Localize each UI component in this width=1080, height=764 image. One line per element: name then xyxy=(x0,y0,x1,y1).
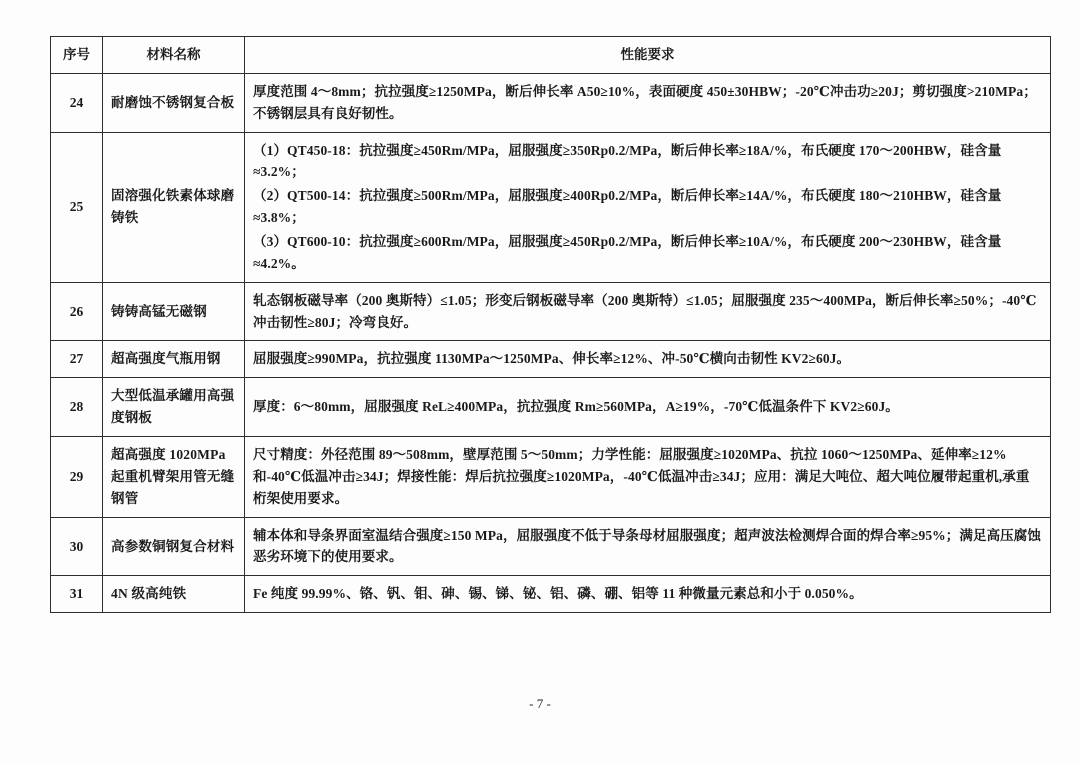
table-row xyxy=(51,341,1051,378)
requirement-line: （2）QT500-14：抗拉强度≥500Rm/MPa，屈服强度≥400Rp0.2/MPa，断后伸长率≥14A/%，布氏硬度 180～210HBW，硅含量≈3.8%； xyxy=(253,188,1002,226)
row-number: 28 xyxy=(51,378,103,437)
performance-requirements xyxy=(245,517,1051,576)
requirement-line: Fe 纯度 99.99%、铬、钒、钼、砷、锡、锑、铋、铝、磷、硼、铝等 11 种微量元素总和小于 0.050%。 xyxy=(253,586,863,602)
row-number: 26 xyxy=(51,282,103,341)
performance-requirements xyxy=(245,378,1051,437)
performance-requirements xyxy=(245,282,1051,341)
requirement-line: （1）QT450-18：抗拉强度≥450Rm/MPa，屈服强度≥350Rp0.2/MPa，断后伸长率≥18A/%，布氏硬度 170～200HBW，硅含量≈3.2%； xyxy=(253,142,1002,180)
requirement-line: 厚度：6～80mm，屈服强度 ReL≥400MPa，抗拉强度 Rm≥560MPa，A≥19%，-70℃低温条件下 KV2≥60J。 xyxy=(253,399,899,415)
performance-requirements xyxy=(245,132,1051,282)
material-name: 耐磨蚀不锈钢复合板 xyxy=(103,73,245,132)
requirement-line: （3）QT600-10：抗拉强度≥600Rm/MPa，屈服强度≥450Rp0.2/MPa，断后伸长率≥10A/%，布氏硬度 200～230HBW，硅含量≈4.2%。 xyxy=(253,234,1002,271)
table-row xyxy=(51,132,1051,282)
material-name: 固溶强化铁素体球磨铸铁 xyxy=(103,132,245,282)
table-header xyxy=(51,37,1051,74)
material-name: 4N 级高纯铁 xyxy=(103,576,245,613)
requirement-line: 屈服强度≥990MPa，抗拉强度 1130MPa～1250MPa、伸长率≥12%、冲-50℃横向击韧性 KV2≥60J。 xyxy=(253,351,851,367)
material-name: 高参数铜钢复合材料 xyxy=(103,517,245,576)
materials-table xyxy=(50,36,1051,613)
column-header-performance-requirements: 性能要求 xyxy=(245,37,1051,74)
table-row xyxy=(51,378,1051,437)
row-number: 24 xyxy=(51,73,103,132)
material-name: 铸铸高锰无磁钢 xyxy=(103,282,245,341)
column-header-material-name: 材料名称 xyxy=(103,37,245,74)
row-number: 25 xyxy=(51,132,103,282)
material-name: 超高强度气瓶用钢 xyxy=(103,341,245,378)
performance-requirements xyxy=(245,437,1051,518)
requirement-line: 尺寸精度：外径范围 89～508mm，壁厚范围 5～50mm；力学性能：屈服强度≥1020MPa、抗拉 1060～1250MPa、延伸率≥12%和-40℃低温冲击≥34J；焊接性能：焊后抗拉强度≥1020MPa，-40℃低温冲击≥34J；应用：满足大吨位、超大吨位履带起重机,承重桁架使用要求。 xyxy=(253,447,1030,506)
performance-requirements xyxy=(245,341,1051,378)
table-row xyxy=(51,282,1051,341)
material-name: 大型低温承罐用高强度钢板 xyxy=(103,378,245,437)
material-name: 超高强度 1020MPa 起重机臂架用管无缝钢管 xyxy=(103,437,245,518)
table-row xyxy=(51,437,1051,518)
table-header-row xyxy=(51,37,1051,74)
performance-requirements xyxy=(245,73,1051,132)
row-number: 30 xyxy=(51,517,103,576)
requirement-line: 轧态钢板磁导率（200 奥斯特）≤1.05；形变后钢板磁导率（200 奥斯特）≤1.05；屈服强度 235～400MPa，断后伸长率≥50%；-40℃冲击韧性≥80J；冷弯良好。 xyxy=(253,292,1037,330)
table-row xyxy=(51,576,1051,613)
table-row xyxy=(51,73,1051,132)
row-number: 31 xyxy=(51,576,103,613)
performance-requirements xyxy=(245,576,1051,613)
page-number: - 7 - xyxy=(529,696,551,711)
requirement-line: 辅本体和导条界面室温结合强度≥150 MPa，屈服强度不低于导条母材屈服强度；超声波法检测焊合面的焊合率≥95%；满足高压腐蚀恶劣环境下的使用要求。 xyxy=(253,527,1041,565)
row-number: 29 xyxy=(51,437,103,518)
table-body xyxy=(51,73,1051,612)
requirement-line: 厚度范围 4～8mm；抗拉强度≥1250MPa，断后伸长率 A50≥10%，表面硬度 450±30HBW；-20℃冲击功≥20J；剪切强度>210MPa；不锈钢层具有良好韧性。 xyxy=(253,83,1037,121)
row-number: 27 xyxy=(51,341,103,378)
table-row xyxy=(51,517,1051,576)
column-header-no: 序号 xyxy=(51,37,103,74)
